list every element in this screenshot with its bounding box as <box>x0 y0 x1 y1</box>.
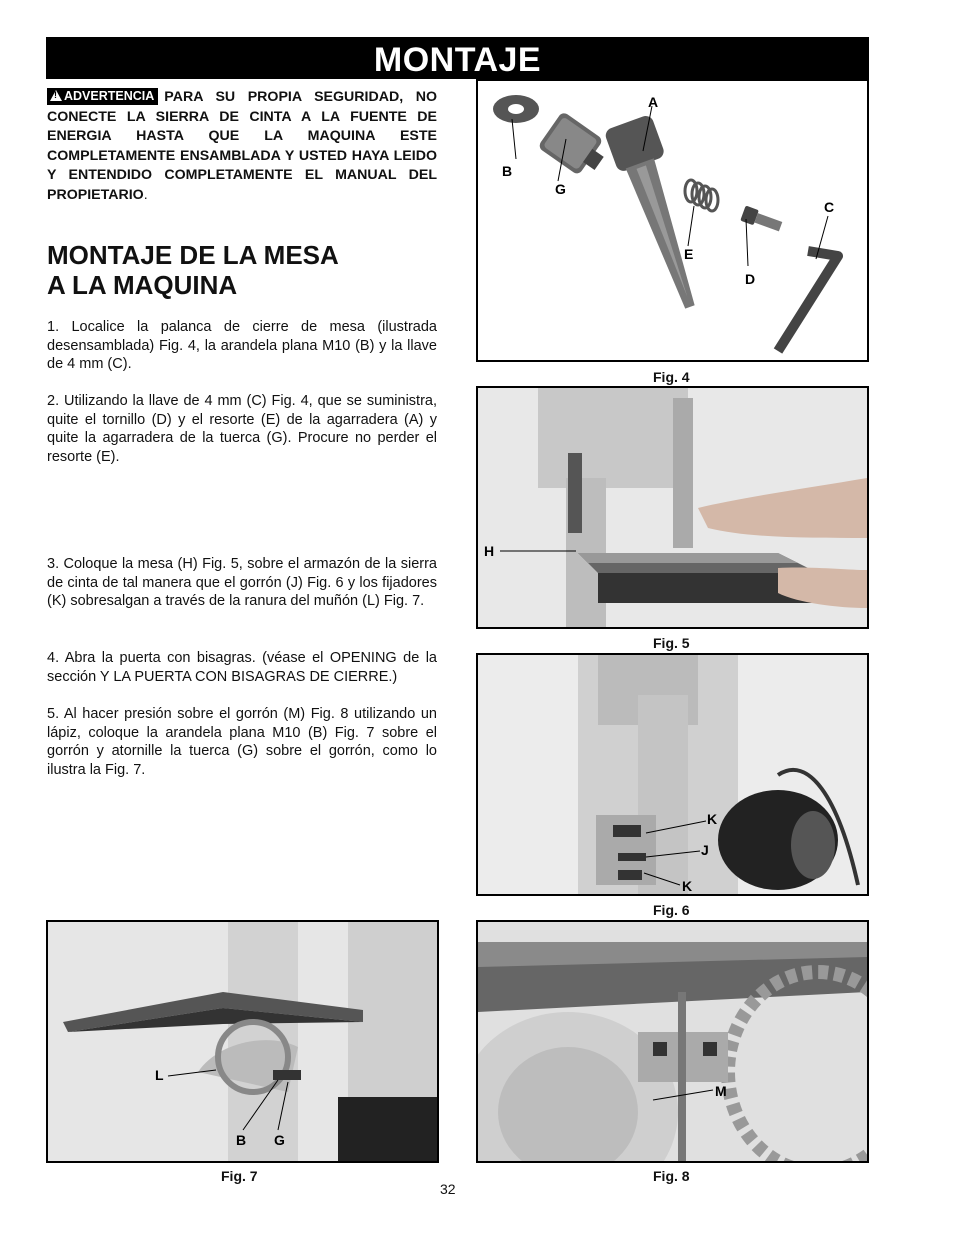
step-5: 5. Al hacer presión sobre el gorrón (M) Fig. 8 utilizando un lápiz, coloque la arandela plana M10 (B) Fig. 7 sobre el gorrón y atornille la tuerca (G) sobre el gorrón, como lo ilustra la Fig. 7. <box>47 706 437 778</box>
fig4-label-d: D <box>745 271 756 287</box>
fig4-label-c: C <box>824 199 835 215</box>
figure-6-caption: Fig. 6 <box>653 902 690 918</box>
figure-5-caption: Fig. 5 <box>653 635 690 651</box>
page-title-banner <box>46 37 869 79</box>
fig4-label-g: G <box>555 181 566 197</box>
fig4-label-e: E <box>684 246 694 262</box>
warning-badge: !ADVERTENCIA <box>47 88 158 105</box>
figure-5-table-placement-photo <box>478 388 867 627</box>
page-title: MONTAJE <box>373 41 542 79</box>
step-2: 2. Utilizando la llave de 4 mm (C) Fig. 4, que se suministra, quite el tornillo (D) y el resorte (E) de la agarradera (A) y quite la agarradera de la tuerca (G). Procure no perder el resorte (E). <box>47 393 437 465</box>
fig4-label-a: A <box>648 94 659 110</box>
fig7-label-b: B <box>236 1132 247 1148</box>
warning-triangle-icon <box>50 90 62 101</box>
figure-6-image <box>476 653 869 896</box>
fig6-label-k-bottom: K <box>682 878 693 894</box>
figure-4-parts-illustration <box>478 81 867 360</box>
figure-4-image <box>476 79 869 362</box>
fig4-label-b: B <box>502 163 513 179</box>
figure-8-caption: Fig. 8 <box>653 1168 690 1184</box>
fig5-label-h: H <box>484 543 495 559</box>
page-number: 32 <box>440 1181 456 1197</box>
figure-8-trunnion-pin-photo <box>478 922 867 1161</box>
fig7-label-l: L <box>155 1067 164 1083</box>
step-3: 3. Coloque la mesa (H) Fig. 5, sobre el armazón de la sierra de cinta de tal manera que el gorrón (J) Fig. 6 y los fijadores (K) sobresalgan a través de la ranura del muñón (L) Fig. 7. <box>47 556 437 610</box>
figure-7-caption: Fig. 7 <box>221 1168 258 1184</box>
figure-6-trunnion-photo <box>478 655 867 894</box>
figure-4-caption: Fig. 4 <box>653 369 690 385</box>
fig8-label-m: M <box>715 1083 727 1099</box>
step-4: 4. Abra la puerta con bisagras. (véase el OPENING de la sección Y LA PUERTA CON BISAGRAS DE CIERRE.) <box>47 650 437 685</box>
fig7-label-g: G <box>274 1132 285 1148</box>
fig6-label-j: J <box>701 842 709 858</box>
figure-7-image <box>46 920 439 1163</box>
step-1: 1. Localice la palanca de cierre de mesa (ilustrada desensamblada) Fig. 4, la arandela plana M10 (B) y la llave de 4 mm (C). <box>47 319 437 373</box>
fig6-label-k-top: K <box>707 811 718 827</box>
warning-notice: !ADVERTENCIA PARA SU PROPIA SEGURIDAD, NO CONECTE LA SIERRA DE CINTA A LA FUENTE DE ENERGIA HASTA QUE LA MAQUINA ESTE COMPLETAMENTE ENSAMBLADA Y USTED HAYA LEIDO Y ENTENDIDO COMPLETAMENTE EL MANUAL DEL PROPIETARIO. <box>47 88 437 205</box>
figure-8-image <box>476 920 869 1163</box>
section-title: MONTAJE DE LA MESA A LA MAQUINA <box>47 240 339 300</box>
warning-text: PARA SU PROPIA SEGURIDAD, NO CONECTE LA SIERRA DE CINTA A LA FUENTE DE ENERGIA HASTA QUE LA MAQUINA ESTE COMPLETAMENTE ENSAMBLADA Y USTED HAYA LEIDO Y ENTENDIDO COMPLETAMENTE EL MANUAL DEL PROPIETARIO <box>47 89 437 203</box>
figure-5-image <box>476 386 869 629</box>
figure-7-table-underside-photo <box>48 922 437 1161</box>
